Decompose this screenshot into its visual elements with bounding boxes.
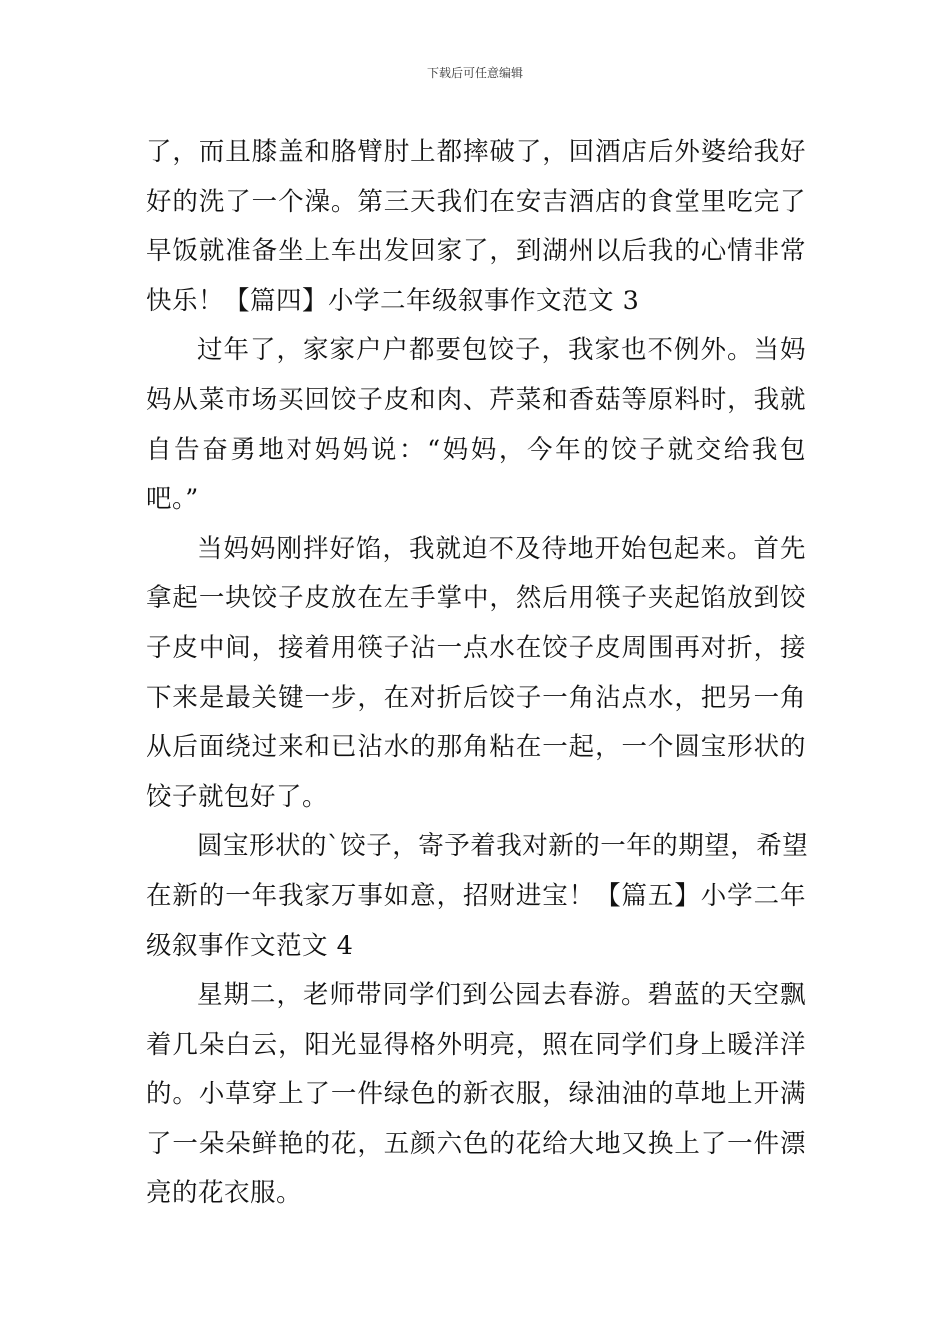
text-line: 星期二，老师带同学们到公园去春游。碧蓝的天空飘: [197, 980, 806, 1011]
text-line: 着几朵白云，阳光显得格外明亮，照在同学们身上暖洋洋: [146, 1029, 806, 1060]
text-line: 当妈妈刚拌好馅，我就迫不及待地开始包起来。首先: [197, 533, 806, 564]
text-line: 妈从菜市场买回饺子皮和肉、芹菜和香菇等原料时，我就: [146, 384, 806, 415]
page-header: 下载后可任意编辑: [426, 66, 523, 80]
text-line: 了一朵朵鲜艳的花，五颜六色的花给大地又换上了一件漂: [146, 1128, 806, 1159]
text-line: 了，而且膝盖和胳臂肘上都摔破了，回酒店后外婆给我好: [146, 137, 806, 167]
text-line: 级叙事作文范文 4: [146, 930, 354, 961]
text-line: 从后面绕过来和已沾水的那角粘在一起，一个圆宝形状的: [146, 732, 806, 763]
text-line: 饺子就包好了。: [146, 781, 329, 812]
text-line: 好的洗了一个澡。第三天我们在安吉酒店的食堂里吃完了: [146, 186, 806, 217]
document-body: [146, 128, 809, 1219]
text-line: 吧。”: [146, 484, 199, 515]
text-line: 拿起一块饺子皮放在左手掌中，然后用筷子夹起馅放到饺: [146, 583, 806, 614]
text-line: 子皮中间，接着用筷子沾一点水在饺子皮周围再对折，接: [146, 632, 806, 663]
text-line: 在新的一年我家万事如意，招财进宝！【篇五】小学二年: [146, 880, 806, 911]
text-line: 的。小草穿上了一件绿色的新衣服，绿油油的草地上开满: [146, 1079, 806, 1110]
text-line: 下来是最关键一步，在对折后饺子一角沾点水，把另一角: [146, 682, 806, 713]
text-line: 早饭就准备坐上车出发回家了，到湖州以后我的心情非常: [146, 236, 806, 267]
text-line: 圆宝形状的`饺子，寄予着我对新的一年的期望，希望: [197, 831, 809, 862]
text-line: 过年了，家家户户都要包饺子，我家也不例外。当妈: [197, 335, 806, 366]
text-line: 亮的花衣服。: [146, 1178, 303, 1209]
text-line: 自告奋勇地对妈妈说：“妈妈，今年的饺子就交给我包: [146, 434, 806, 465]
text-line: 快乐！【篇四】小学二年级叙事作文范文 3: [146, 285, 640, 316]
